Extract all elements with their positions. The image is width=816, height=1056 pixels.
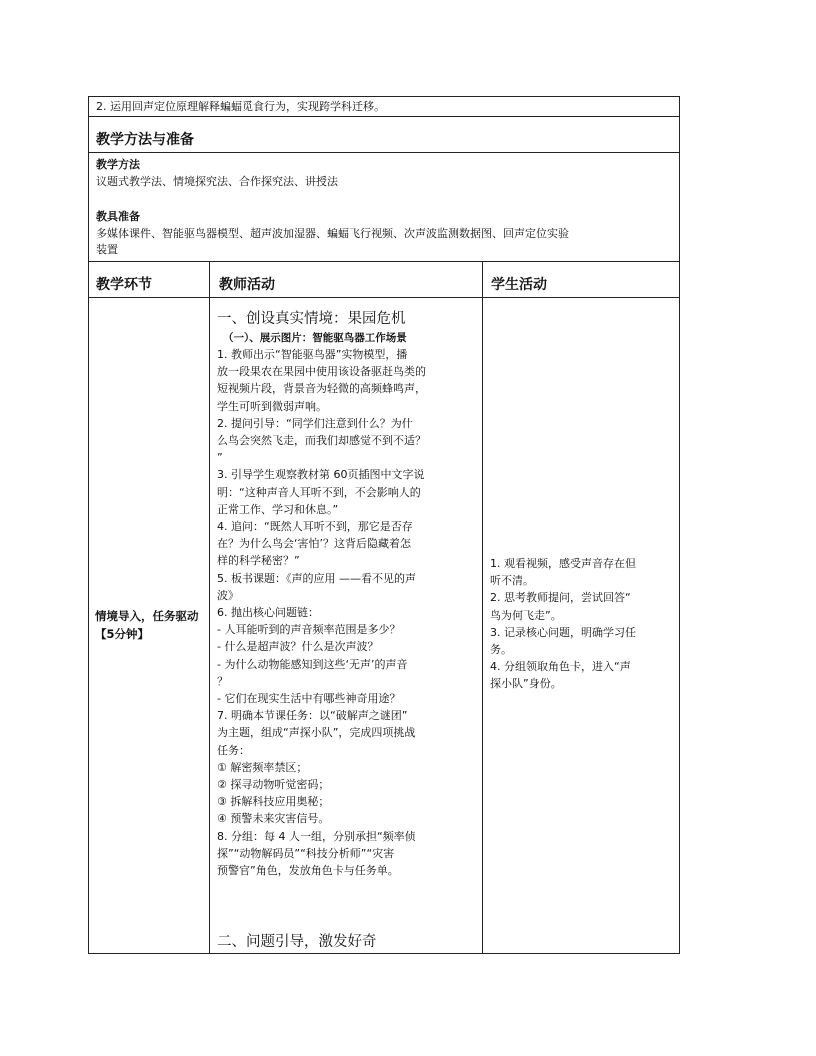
activity-line: 4. 追问：“既然人耳听不到，那它是否存 [217,520,413,534]
methods-section-title: 教学方法与准备 [96,132,194,148]
methods-label: 教学方法 [96,158,140,171]
student-cell [490,555,676,693]
activity-line: 5. 板书课题：《声的应用 ——看不见的声 [217,571,416,585]
activity-line: - 为什么动物能感知到这些‘无声’的声音 [217,657,408,671]
activity-line: 波》 [217,588,239,602]
activity-line: 3. 记录核心问题，明确学习任 [490,625,636,639]
activity-line: 1. 观看视频，感受声音存在但 [490,557,636,570]
activity-line: 鸟为何飞走”。 [490,608,562,622]
activity-line: 预警官”角色，发放角色卡与任务单。 [217,864,399,878]
activity-line: 明：“这种声音人耳听不到，不会影响人的 [217,485,421,499]
activity-line: 为主题，组成“声探小队”，完成四项挑战 [217,726,416,740]
activity-line: - 人耳能听到的声音频率范围是多少？ [217,623,401,637]
stage-label: 情境导入，任务驱动【5分钟】 [95,609,199,641]
objective-text: 2. 运用回声定位原理解释蝙蝠觅食行为，实现跨学科迁移。 [96,100,385,113]
activity-line: 6. 抛出核心问题链： [217,606,319,620]
activity-line: ” [217,451,223,465]
methods-title-row [88,116,680,153]
activity-line: 4. 分组领取角色卡，进入“声 [490,660,631,674]
activity-line: ④ 预警未来灾害信号。 [217,812,330,826]
activity-line: 任务： [217,743,250,757]
activity-line: 学生可听到微弱声响。 [217,399,327,413]
activity-line: - 它们在现实生活中有哪些神奇用途？ [217,692,401,706]
teacher-subsection1: （一）、展示图片：智能驱鸟器工作场景 [223,332,407,344]
teacher-section1-title: 一、创设真实情境：果园危机 [217,311,406,327]
objective-row [88,96,680,117]
activity-line: 1. 教师出示“智能驱鸟器”实物模型，播 [217,348,408,361]
teacher-activity-list [217,346,479,879]
header-student: 学生活动 [491,277,547,293]
activity-line: - 什么是超声波？什么是次声波？ [217,640,379,654]
activity-line: 2. 思考教师提问，尝试回答“ [490,591,631,605]
activity-line: 短视频片段，背景音为轻微的高频蜂鸣声， [217,382,426,396]
table-header-row [88,261,680,298]
header-stage: 教学环节 [96,277,152,293]
tools-label: 教具准备 [96,210,140,223]
activity-line: ② 探寻动物听觉密码； [217,778,330,792]
student-activity-list [490,555,676,693]
teacher-section2-title: 二、问题引导，激发好奇 [217,934,377,950]
teacher-cell [217,308,479,879]
tools-text-line1: 多媒体课件、智能驱鸟器模型、超声波加湿器、蝙蝠飞行视频、次声波监测数据图、回声定位实验 [96,227,569,240]
header-teacher: 教师活动 [219,277,275,293]
stage-cell [95,607,205,643]
tools-text-line2: 装置 [96,243,118,256]
activity-line: ① 解密频率禁区； [217,760,308,774]
methods-body-row [88,152,680,262]
activity-line: 在？为什么鸟会‘害怕’？这背后隐藏着怎 [217,537,411,551]
activity-line: 正常工作、学习和休息。” [217,502,339,516]
activity-line: 2. 提问引导：“同学们注意到什么？为什 [217,416,413,430]
activity-line: ？ [217,674,228,688]
activity-line: 7. 明确本节课任务：以“破解声之谜团” [217,709,408,723]
activity-line: ③ 拆解科技应用奥秘； [217,795,330,809]
activity-line: 放一段果农在果园中使用该设备驱赶鸟类的 [217,365,426,379]
activity-line: 8. 分组：每 4 人一组，分别承担“频率侦 [217,829,416,843]
activity-line: 务。 [490,643,512,657]
activity-line: 听不清。 [490,574,534,588]
activity-line: 探小队”身份。 [490,677,562,691]
activity-line: 3. 引导学生观察教材第 60页插图中文字说 [217,468,425,482]
methods-text: 议题式教学法、情境探究法、合作探究法、讲授法 [96,175,338,188]
activity-line: 样的科学秘密？” [217,554,300,568]
activity-line: 么鸟会突然飞走，而我们却感觉不到不适？ [217,434,426,448]
activity-line: 探”“动物解码员”“科技分析师”“灾害 [217,846,395,860]
